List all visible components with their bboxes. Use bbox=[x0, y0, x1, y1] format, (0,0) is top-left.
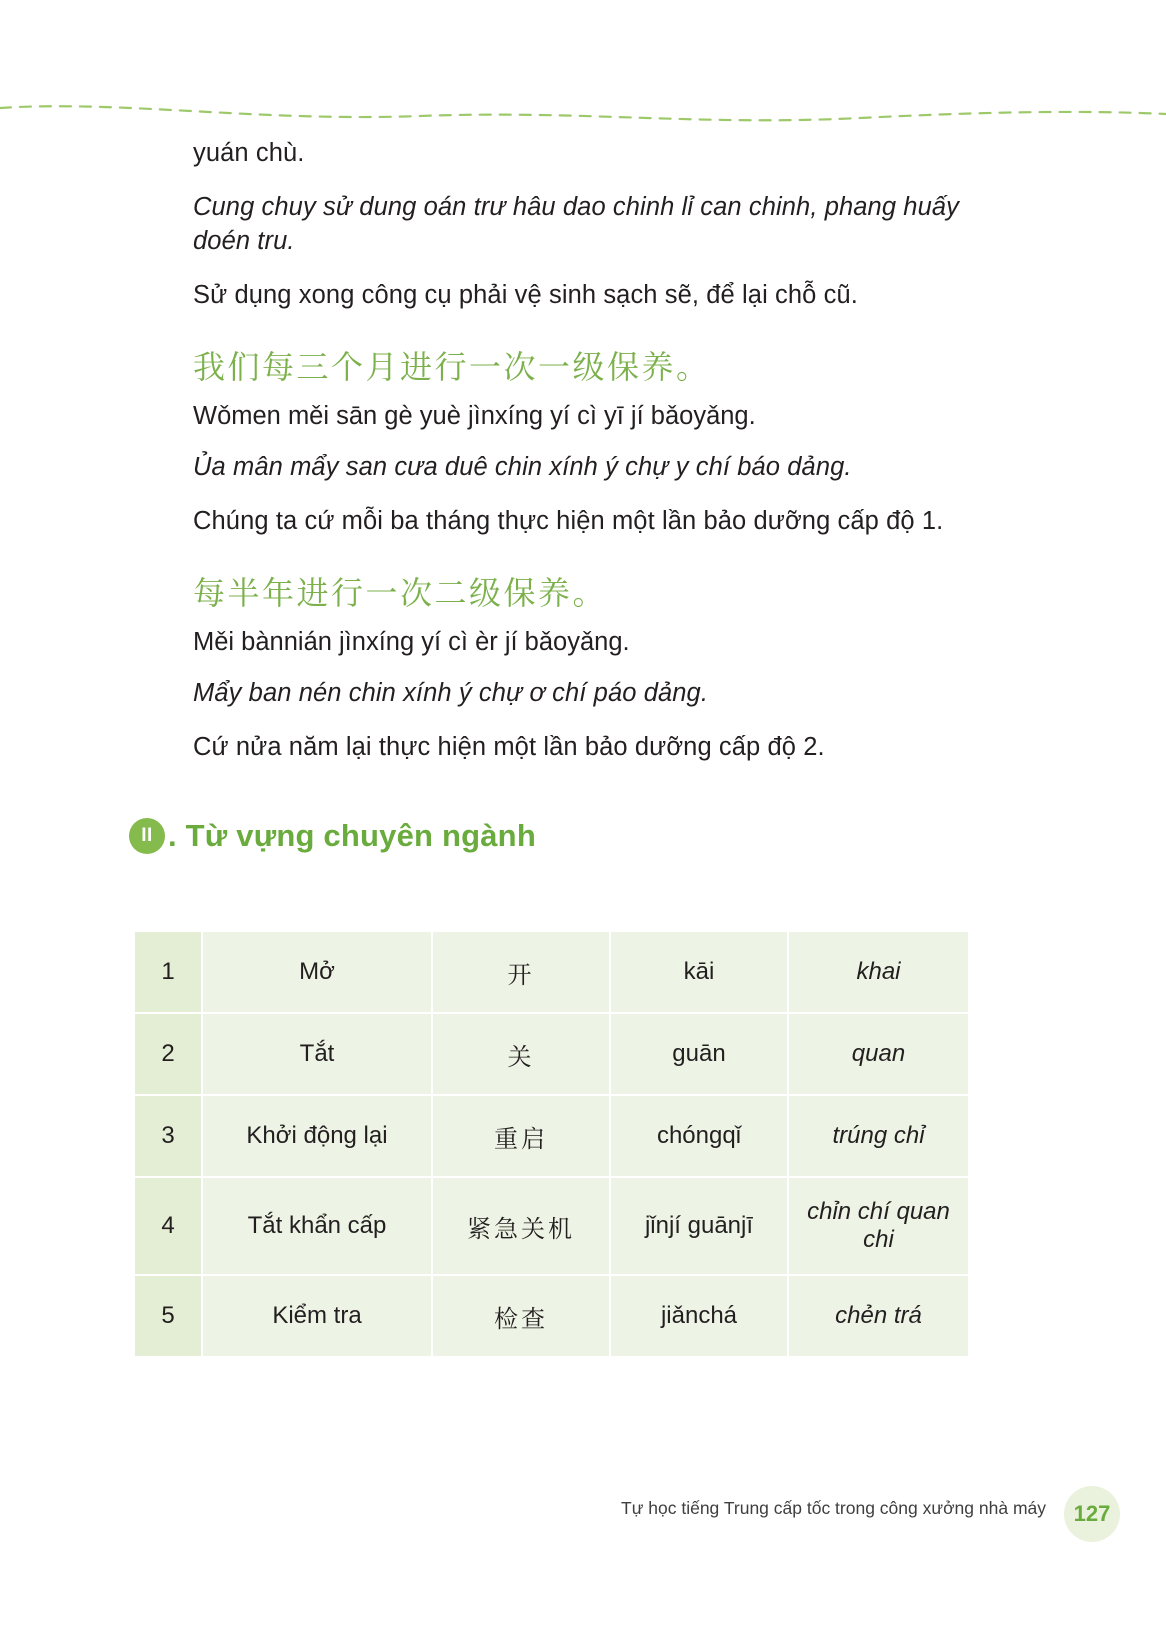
row-vietnamese: Khởi động lại bbox=[202, 1095, 432, 1177]
hanzi-line: 每半年进行一次二级保养。 bbox=[193, 573, 608, 612]
row-vietnamese: Mở bbox=[202, 931, 432, 1013]
row-reading: chỉn chí quan chi bbox=[788, 1177, 969, 1275]
row-hanzi: 开 bbox=[432, 931, 610, 1013]
row-index: 2 bbox=[134, 1013, 202, 1095]
row-reading: trúng chỉ bbox=[788, 1095, 969, 1177]
row-index: 1 bbox=[134, 931, 202, 1013]
footer-title: Tự học tiếng Trung cấp tốc trong công xưởng nhà máy bbox=[621, 1498, 1046, 1518]
row-pinyin: jǐnjí guānjī bbox=[610, 1177, 788, 1275]
section-title-dot: . bbox=[168, 818, 177, 854]
row-hanzi: 检查 bbox=[432, 1275, 610, 1357]
row-pinyin: guān bbox=[610, 1013, 788, 1095]
row-reading: khai bbox=[788, 931, 969, 1013]
pinyin-line: Wǒmen měi sān gè yuè jìnxíng yí cì yī jí bǎoyǎng. bbox=[193, 402, 756, 431]
row-vietnamese: Tắt khẩn cấp bbox=[202, 1177, 432, 1275]
table-row bbox=[134, 1013, 969, 1095]
page-number-badge bbox=[1064, 1486, 1120, 1542]
row-index: 3 bbox=[134, 1095, 202, 1177]
row-pinyin: kāi bbox=[610, 931, 788, 1013]
sentence-block-2 bbox=[193, 573, 983, 765]
row-pinyin: chóngqǐ bbox=[610, 1095, 788, 1177]
vietnamese-line: Chúng ta cứ mỗi ba tháng thực hiện một lần bảo dưỡng cấp độ 1. bbox=[193, 507, 944, 536]
table-row bbox=[134, 1177, 969, 1275]
row-pinyin: jiǎnchá bbox=[610, 1275, 788, 1357]
section-heading bbox=[129, 818, 919, 854]
row-hanzi: 关 bbox=[432, 1013, 610, 1095]
text-line-1: yuán chù. bbox=[193, 139, 305, 167]
reading-line: Mẩy ban nén chin xính ý chự ơ chí páo dảng. bbox=[193, 679, 709, 708]
row-reading: quan bbox=[788, 1013, 969, 1095]
row-hanzi: 重启 bbox=[432, 1095, 610, 1177]
pinyin-line: Měi bànnián jìnxíng yí cì èr jí bǎoyǎng. bbox=[193, 628, 630, 657]
page-number: 127 bbox=[1073, 1501, 1111, 1526]
row-reading: chẻn trá bbox=[788, 1275, 969, 1357]
section-title-text: Từ vựng chuyên ngành bbox=[185, 818, 536, 854]
vocabulary-table bbox=[133, 930, 970, 1358]
reading-line: Ủa mân mẩy san cưa duê chin xính ý chự y chí báo dảng. bbox=[193, 453, 852, 482]
table-row bbox=[134, 1095, 969, 1177]
dashed-divider bbox=[0, 96, 1166, 136]
table-row bbox=[134, 931, 969, 1013]
section-number-badge: II bbox=[129, 818, 165, 854]
table-row bbox=[134, 1275, 969, 1357]
section-title bbox=[168, 818, 536, 854]
row-hanzi: 紧急关机 bbox=[432, 1177, 610, 1275]
vietnamese-line: Cứ nửa năm lại thực hiện một lần bảo dưỡng cấp độ 2. bbox=[193, 733, 825, 762]
page-footer bbox=[0, 1492, 1166, 1532]
row-index: 5 bbox=[134, 1275, 202, 1357]
lesson-body bbox=[141, 136, 983, 888]
text-line-3: Sử dụng xong công cụ phải vệ sinh sạch sẽ, để lại chỗ cũ. bbox=[193, 281, 858, 310]
sentence-block-1 bbox=[193, 347, 983, 539]
text-line-2: Cung chuy sử dung oán trư hâu dao chinh lỉ can chinh, phang huấy doén tru. bbox=[193, 193, 959, 256]
hanzi-line: 我们每三个月进行一次一级保养。 bbox=[193, 347, 711, 386]
row-index: 4 bbox=[134, 1177, 202, 1275]
row-vietnamese: Kiểm tra bbox=[202, 1275, 432, 1357]
row-vietnamese: Tắt bbox=[202, 1013, 432, 1095]
